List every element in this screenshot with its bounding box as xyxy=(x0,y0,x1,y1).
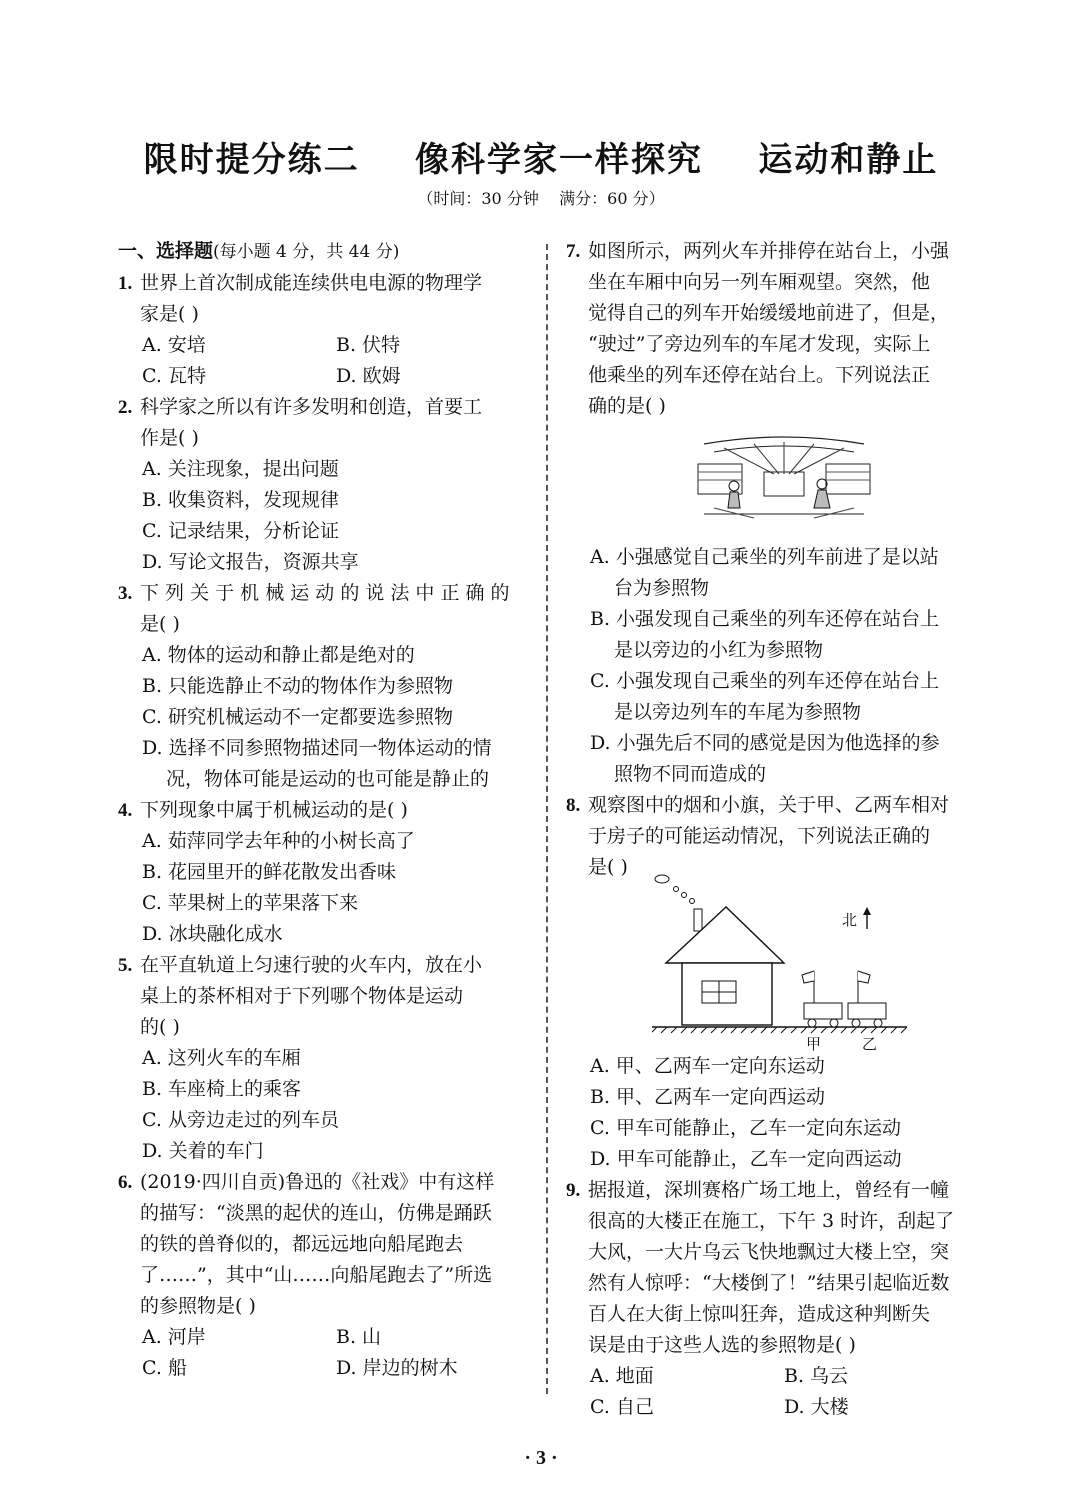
options-row xyxy=(566,1361,978,1392)
options-row xyxy=(118,1353,530,1384)
question-stem-line: 大风，一大片乌云飞快地飘过大楼上空，突 xyxy=(588,1241,950,1263)
options-row xyxy=(118,330,530,361)
question-stem-line: 家是( ) xyxy=(140,303,199,325)
option-a[interactable]: A. 物体的运动和静止都是绝对的 xyxy=(142,644,415,666)
options-row xyxy=(118,1322,530,1353)
question-stem-line: 觉得自己的列车开始缓缓地前进了，但是， xyxy=(588,302,950,324)
option-c[interactable]: C. 研究机械运动不一定都要选参照物 xyxy=(142,706,453,728)
question-9 xyxy=(566,1175,978,1361)
option-c-continued: 是以旁边列车的车尾为参照物 xyxy=(614,701,862,723)
option-d[interactable]: D. 写论文报告，资源共享 xyxy=(142,551,359,573)
question-stem-line: 在平直轨道上匀速行驶的火车内，放在小 xyxy=(140,954,483,976)
question-8 xyxy=(566,790,978,883)
question-stem-line: 据报道，深圳赛格广场工地上，曾经有一幢 xyxy=(588,1179,950,1201)
question-stem-line: 坐在车厢中向另一列车厢观望。突然，他 xyxy=(588,271,931,293)
question-stem-line: 下列现象中属于机械运动的是( ) xyxy=(140,799,408,821)
question-stem-line: 百人在大街上惊叫狂奔，造成这种判断失 xyxy=(588,1303,931,1325)
question-5 xyxy=(118,950,530,1043)
question-stem-line: “驶过”了旁边列车的车尾才发现，实际上 xyxy=(588,333,931,355)
question-stem-line: 他乘坐的列车还停在站台上。下列说法正 xyxy=(588,364,931,386)
option-c[interactable]: C. 瓦特 xyxy=(142,365,206,387)
option-c[interactable]: C. 自己 xyxy=(590,1396,654,1418)
question-number: 2. xyxy=(118,397,133,418)
question-stem-line: 的铁的兽脊似的，都远远地向船尾跑去 xyxy=(140,1233,464,1255)
question-7 xyxy=(566,236,978,422)
question-4 xyxy=(118,795,530,826)
option-b[interactable]: B. 伏特 xyxy=(336,334,401,356)
question-stem-line: 很高的大楼正在施工，下午 3 时许，刮起了 xyxy=(588,1210,955,1232)
option-d[interactable]: D. 关着的车门 xyxy=(142,1140,264,1162)
option-d-continued: 照物不同而造成的 xyxy=(614,763,767,785)
question-stem-line: 是( ) xyxy=(588,856,628,878)
train-figure xyxy=(566,434,978,534)
options-row xyxy=(118,361,530,392)
question-stem-line: 下 列 关 于 机 械 运 动 的 说 法 中 正 确 的 xyxy=(140,582,510,604)
question-stem-line: 观察图中的烟和小旗，关于甲、乙两车相对 xyxy=(588,794,950,816)
option-b[interactable]: B. 只能选静止不动的物体作为参照物 xyxy=(142,675,454,697)
house-cars-figure xyxy=(652,871,912,1051)
option-a[interactable]: A. 茹萍同学去年种的小树长高了 xyxy=(142,830,415,852)
question-6 xyxy=(118,1167,530,1322)
car-yi-label: 乙 xyxy=(862,1035,878,1053)
option-b[interactable]: B. 车座椅上的乘客 xyxy=(142,1078,302,1100)
question-stem-line: 的参照物是( ) xyxy=(140,1295,256,1317)
north-label: 北 xyxy=(842,911,858,929)
option-d[interactable]: D. 甲车可能静止，乙车一定向西运动 xyxy=(590,1148,902,1170)
question-stem-line: 桌上的茶杯相对于下列哪个物体是运动 xyxy=(140,985,464,1007)
page-title: 限时提分练二 像科学家一样探究 运动和静止 xyxy=(143,140,939,180)
option-c[interactable]: C. 记录结果，分析论证 xyxy=(142,520,339,542)
option-b[interactable]: B. 山 xyxy=(336,1326,382,1348)
option-d-continued: 况，物体可能是运动的也可能是静止的 xyxy=(166,768,490,790)
option-d[interactable]: D. 选择不同参照物描述同一物体运动的情 xyxy=(142,737,492,759)
option-c[interactable]: C. 小强发现自己乘坐的列车还停在站台上 xyxy=(590,670,939,692)
option-a[interactable]: A. 关注现象，提出问题 xyxy=(142,458,339,480)
options-row xyxy=(566,1392,978,1423)
section-label: 一、选择题 xyxy=(118,240,214,262)
option-d[interactable]: D. 冰块融化成水 xyxy=(142,923,283,945)
option-c[interactable]: C. 甲车可能静止，乙车一定向东运动 xyxy=(590,1117,901,1139)
option-b[interactable]: B. 小强发现自己乘坐的列车还停在站台上 xyxy=(590,608,940,630)
option-a[interactable]: A. 地面 xyxy=(590,1365,654,1387)
question-number: 4. xyxy=(118,800,133,821)
question-stem-line: 的描写：“淡黑的起伏的连山，仿佛是踊跃 xyxy=(140,1202,492,1224)
question-number: 8. xyxy=(566,795,581,816)
option-a[interactable]: A. 甲、乙两车一定向东运动 xyxy=(590,1055,825,1077)
option-d[interactable]: D. 欧姆 xyxy=(336,365,401,387)
option-c[interactable]: C. 船 xyxy=(142,1357,187,1379)
house-smoke-flags-illustration xyxy=(652,871,912,1051)
question-stem-line: (2019·四川自贡)鲁迅的《社戏》中有这样 xyxy=(140,1171,495,1193)
column-divider xyxy=(546,244,548,1394)
option-d[interactable]: D. 大楼 xyxy=(784,1396,849,1418)
question-stem-line: 世界上首次制成能连续供电电源的物理学 xyxy=(140,272,483,294)
option-a[interactable]: A. 小强感觉自己乘坐的列车前进了是以站 xyxy=(590,546,939,568)
section-heading xyxy=(118,236,530,268)
question-stem-line: 误是由于这些人选的参照物是( ) xyxy=(588,1334,856,1356)
option-c[interactable]: C. 从旁边走过的列车员 xyxy=(142,1109,339,1131)
page-number: · 3 · xyxy=(524,1447,558,1469)
option-a[interactable]: A. 河岸 xyxy=(142,1326,206,1348)
section-note: (每小题 4 分，共 44 分) xyxy=(213,242,400,262)
question-number: 9. xyxy=(566,1180,581,1201)
option-d[interactable]: D. 岸边的树木 xyxy=(336,1357,458,1379)
option-b[interactable]: B. 乌云 xyxy=(784,1365,849,1387)
question-number: 7. xyxy=(566,241,581,262)
question-2 xyxy=(118,392,530,454)
question-number: 1. xyxy=(118,273,133,294)
option-d[interactable]: D. 小强先后不同的感觉是因为他选择的参 xyxy=(590,732,940,754)
question-number: 3. xyxy=(118,583,133,604)
option-b[interactable]: B. 收集资料，发现规律 xyxy=(142,489,340,511)
option-b[interactable]: B. 甲、乙两车一定向西运动 xyxy=(590,1086,826,1108)
question-stem-line: 的( ) xyxy=(140,1016,180,1038)
option-a[interactable]: A. 这列火车的车厢 xyxy=(142,1047,301,1069)
question-stem-line: 作是( ) xyxy=(140,427,199,449)
option-b-continued: 是以旁边的小红为参照物 xyxy=(614,639,824,661)
question-3 xyxy=(118,578,530,640)
option-b[interactable]: B. 花园里开的鲜花散发出香味 xyxy=(142,861,397,883)
right-column xyxy=(566,236,978,1423)
question-stem-line: 科学家之所以有许多发明和创造，首要工 xyxy=(140,396,483,418)
question-stem-line: 然有人惊呼：“大楼倒了！”结果引起临近数 xyxy=(588,1272,950,1294)
question-1 xyxy=(118,268,530,330)
question-number: 5. xyxy=(118,955,133,976)
option-c[interactable]: C. 苹果树上的苹果落下来 xyxy=(142,892,358,914)
exam-info: （时间：30 分钟 满分：60 分） xyxy=(417,189,665,208)
option-a[interactable]: A. 安培 xyxy=(142,334,206,356)
train-interior-illustration xyxy=(694,434,874,524)
question-stem-line: 如图所示，两列火车并排停在站台上，小强 xyxy=(588,240,950,262)
question-number: 6. xyxy=(118,1172,133,1193)
option-a-continued: 台为参照物 xyxy=(614,577,710,599)
question-stem-line: 了……”，其中“山……向船尾跑去了”所选 xyxy=(140,1264,493,1286)
car-jia-label: 甲 xyxy=(806,1035,822,1053)
left-column xyxy=(118,236,530,1384)
question-stem-line: 于房子的可能运动情况，下列说法正确的 xyxy=(588,825,931,847)
question-stem-line: 是( ) xyxy=(140,613,180,635)
question-stem-line: 确的是( ) xyxy=(588,395,666,417)
